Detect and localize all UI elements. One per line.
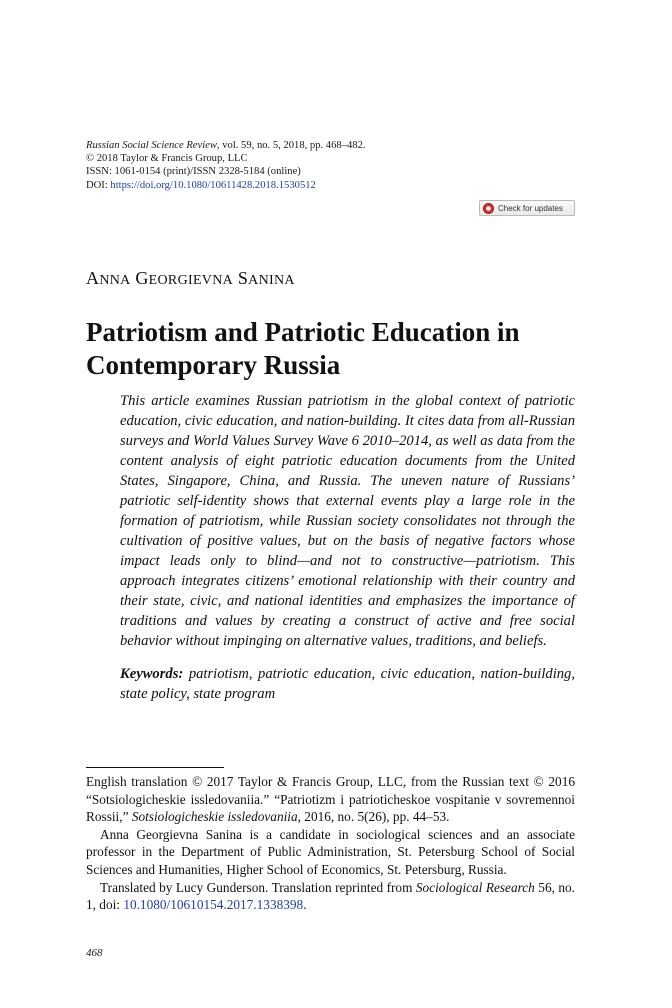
check-for-updates-button[interactable] [479,200,575,216]
abstract: This article examines Russian patriotism in the global context of patriotic education, civic education, and nation-building. It cites data from all-Russian surveys and World Values Survey Wave 6 2010–2014, as well as data from the content analysis of eight patriotic education documents from the United States, Singapore, China, and Russia. The uneven nature of Russians’ patriotic self-identity shows that external events play a large role in the formation of patriotism, while Russian society consolidates not through the cultivation of positive values, but on the basis of negative factors whose impact leads only to blind—and not to constructive—patriotism. This approach integrates citizens’ emotional relationship with their country and their state, civic, and national identities and emphasizes the importance of traditions and values by creating a construct of active and free social behavior without impinging on alternative values, traditions, and beliefs. [120,393,575,649]
doi-link[interactable]: https://doi.org/10.1080/10611428.2018.1530512 [110,179,316,191]
crossmark-icon [483,203,494,214]
citation-line [86,139,366,152]
article-title [86,316,586,382]
doi-label: DOI: [86,179,111,191]
keywords-label: Keywords: [120,666,184,682]
keywords [120,664,575,704]
footnote-rule [86,767,224,768]
page-number: 468 [86,947,103,959]
footnote-translation: English translation © 2017 Taylor & Francis Group, LLC, from the Russian text © 2016 “Sotsiologicheskie issledovaniia.” “Patriotizm i patrioticheskoe vospitanie v sovremennoi Rossii,” Sotsiologicheskie issledovaniia, 2016, no. 5(26), pp. 44–53. [86,774,575,825]
title-line-1: Patriotism and Patriotic Education in [86,317,520,347]
footnote [86,773,575,914]
title-line-2: Contemporary Russia [86,350,341,380]
keywords-text: patriotism, patriotic education, civic education, nation-building, state policy, state program [120,666,575,702]
author-name: ANNA GEORGIEVNA SANINA [86,268,295,288]
article-metadata [86,139,366,192]
doi-line [86,179,366,192]
citation-details: , vol. 59, no. 5, 2018, pp. 468–482. [216,140,366,151]
footnote-translator: Translated by Lucy Gunderson. Translation reprinted from Sociological Research 56, no. 1, doi: 10.1080/10610154.2017.1338398. [86,879,576,913]
journal-name: Russian Social Science Review [86,140,217,151]
check-for-updates-label: Check for updates [498,203,563,213]
issn-line: ISSN: 1061-0154 (print)/ISSN 2328-5184 (online) [86,166,301,178]
footnote-author-bio: Anna Georgievna Sanina is a candidate in sociological sciences and an associate professor in the Department of Public Administration, St. Petersburg School of Social Sciences and Humanities, Higher School of Economics, St. Petersburg, Russia. [86,826,575,877]
copyright-line: © 2018 Taylor & Francis Group, LLC [86,153,248,165]
translation-doi-link[interactable]: 10.1080/10610154.2017.1338398 [123,897,304,913]
